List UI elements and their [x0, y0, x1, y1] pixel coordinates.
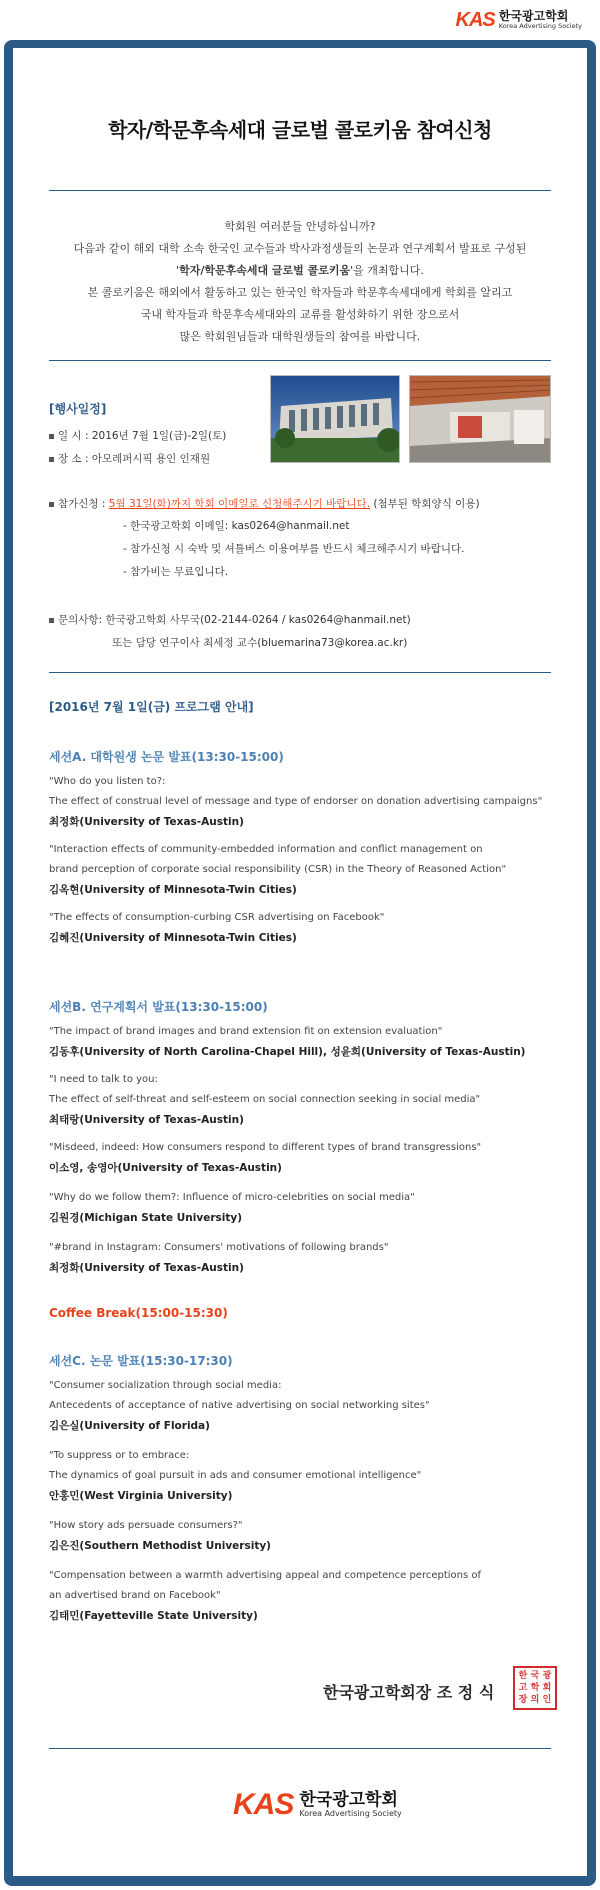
logo-name-en: Korea Advertising Society — [498, 22, 582, 31]
paper-author: 김원경(Michigan State University) — [49, 1212, 243, 1224]
paper-author: 김동후(University of North Carolina-Chapel Hill), 성윤희(University of Texas-Austin) — [49, 1046, 526, 1058]
logo-name-ko: 한국광고학회 — [299, 1790, 398, 1810]
divider — [49, 672, 551, 673]
apply-note-fee: - 참가비는 무료입니다. — [123, 566, 229, 578]
session-b-title: 세션B. 연구계획서 발표(13:30-15:00) — [49, 1000, 268, 1014]
schedule-date: 일 시 : 2016년 7월 1일(금)-2일(토) — [49, 428, 226, 443]
intro-text: 학회원 여러분들 안녕하십니까? 다음과 같이 해외 대학 소속 한국인 교수들과 박사과정생들의 논문과 연구계획서 발표로 구성된 '학자/학문후속세대 글로벌 콜로키움'을 개최합니다. 본 콜로키움은 해외에서 활동하고 있는 한국인 학자들과 학문후속세대에게 학회를 알리고 국내 학자들과 학문후속세대와의 교류를 활성화하기 위한 장으로서 많은 학회원님들과 대학원생들의 참여를 바랍니다. — [73, 220, 527, 343]
apply-email: - 한국광고학회 이메일: kas0264@hanmail.net — [123, 520, 350, 532]
paper-entry: "Why do we follow them?: Influence of micro-celebrities on social media" 김원경(Michigan State University) — [49, 1188, 415, 1228]
divider — [49, 1748, 551, 1749]
session-a-title: 세션A. 대학원생 논문 발표(13:30-15:00) — [49, 750, 284, 764]
paper-entry: "Compensation between a warmth advertising appeal and competence perceptions of an advertised brand on Facebook" 김태민(Fayetteville State University) — [49, 1566, 481, 1626]
content-frame — [4, 40, 596, 1886]
divider — [49, 190, 551, 191]
paper-entry: "How story ads persuade consumers?" 김은진(Southern Methodist University) — [49, 1516, 271, 1556]
paper-author: 김혜진(University of Minnesota-Twin Cities) — [49, 932, 297, 944]
schedule-place: 장 소 : 아모레퍼시픽 용인 인재원 — [49, 451, 210, 466]
divider — [49, 360, 551, 361]
paper-entry: "To suppress or to embrace: The dynamics of goal pursuit in ads and consumer emotional intelligence" 안홍민(West Virginia University) — [49, 1446, 421, 1506]
page-title: 학자/학문후속세대 글로벌 콜로키움 참여신청 — [108, 118, 492, 142]
paper-entry: "The effects of consumption-curbing CSR advertising on Facebook" 김혜진(University of Minnesota-Twin Cities) — [49, 908, 384, 948]
contact-info-alt: 또는 담당 연구이사 최세정 교수(bluemarina73@korea.ac.kr) — [112, 637, 408, 649]
paper-author: 이소영, 송영아(University of Texas-Austin) — [49, 1162, 282, 1174]
paper-author: 안홍민(West Virginia University) — [49, 1490, 233, 1502]
paper-entry: "I need to talk to you: The effect of self-threat and self-esteem on social connection seeking in social media" 최태랑(University of Texas-Austin) — [49, 1070, 480, 1130]
official-seal-icon: 한 국 광 고 학 회 장 의 인 — [513, 1666, 557, 1710]
paper-entry: "Interaction effects of community-embedded information and conflict management on brand perception of corporate social responsibility (CSR) in the Theory of Reasoned Action" 김옥현(University of Minnesota-Twin Cities) — [49, 840, 506, 900]
apply-deadline: 5월 31일(화)까지 학회 이메일로 신청해주시기 바랍니다. — [108, 498, 371, 510]
paper-author: 김은진(Southern Methodist University) — [49, 1540, 271, 1552]
venue-photo-interior — [409, 375, 551, 463]
schedule-heading: [행사일정] — [49, 402, 107, 416]
program-title: [2016년 7월 1일(금) 프로그램 안내] — [49, 700, 254, 714]
venue-photo-exterior — [270, 375, 400, 463]
header-logo — [456, 10, 582, 30]
signature: 한국광고학회장 조 정 식 — [323, 1683, 495, 1702]
logo-name-en: Korea Advertising Society — [299, 1809, 402, 1818]
paper-author: 김태민(Fayetteville State University) — [49, 1610, 258, 1622]
contact-info: 문의사항: 한국광고학회 사무국(02-2144-0264 / kas0264@hanmail.net) — [49, 612, 411, 627]
paper-author: 김옥현(University of Minnesota-Twin Cities) — [49, 884, 297, 896]
paper-entry: "The impact of brand images and brand extension fit on extension evaluation" 김동후(University of North Carolina-Chapel Hill), 성윤희(University of Texas-Austin) — [49, 1022, 525, 1062]
paper-entry: "Consumer socialization through social media: Antecedents of acceptance of native advertising on social networking sites" 김은실(University of Florida) — [49, 1376, 430, 1436]
paper-entry: "#brand in Instagram: Consumers' motivations of following brands" 최정화(University of Texas-Austin) — [49, 1238, 388, 1278]
paper-author: 최정화(University of Texas-Austin) — [49, 1262, 244, 1274]
logo-name-ko: 한국광고학회 — [498, 9, 569, 24]
apply-note-shuttle: - 참가신청 시 숙박 및 셔틀버스 이용여부를 반드시 체크해주시기 바랍니다. — [123, 543, 465, 555]
paper-entry: "Misdeed, indeed: How consumers respond to different types of brand transgressions" 이소영, 송영아(University of Texas-Austin) — [49, 1138, 481, 1178]
session-c-title: 세션C. 논문 발표(15:30-17:30) — [49, 1354, 233, 1368]
paper-author: 김은실(University of Florida) — [49, 1420, 210, 1432]
kas-logo-mark: KAS — [233, 1788, 294, 1821]
content-panel — [13, 48, 587, 1876]
paper-author: 최정화(University of Texas-Austin) — [49, 816, 244, 828]
kas-logo-mark: KAS — [455, 9, 495, 31]
footer-logo — [233, 1790, 402, 1820]
apply-info: 참가신청 : 5월 31일(화)까지 학회 이메일로 신청해주시기 바랍니다. (첨부된 학회양식 이용) — [49, 496, 480, 511]
paper-entry: "Who do you listen to?: The effect of construal level of message and type of endorser on donation advertising campaigns" 최정화(University of Texas-Austin) — [49, 772, 542, 832]
coffee-break: Coffee Break(15:00-15:30) — [49, 1306, 228, 1320]
paper-author: 최태랑(University of Texas-Austin) — [49, 1114, 244, 1126]
